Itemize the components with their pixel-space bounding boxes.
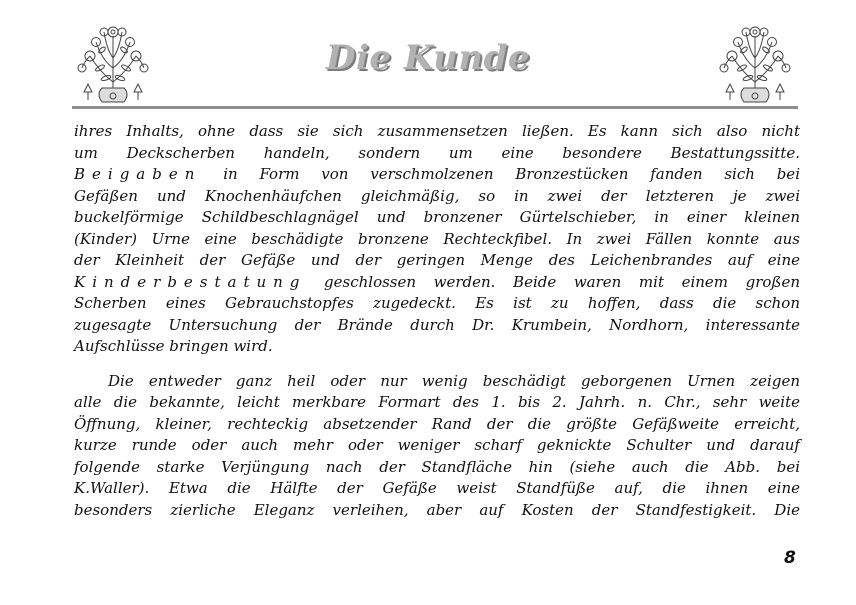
text-line: um Deckscherben handeln, sondern um eine besondere Bestattungssitte. [74, 143, 800, 162]
text-line: K.Waller). Etwa die Hälfte der Gefäße weist Standfüße auf, die ihnen eine [74, 479, 800, 497]
text-line: (Kinder) Urne eine beschädigte bronzene Rechteckfibel. In zwei Fällen konnte aus [74, 229, 800, 248]
text-line: besonders zierliche Eleganz verleihen, aber auf Kosten der Standfestigkeit. Die [74, 500, 800, 519]
text-line: folgende starke Verjüngung nach der Standfläche hin (siehe auch die Abb. bei [74, 457, 800, 476]
spaced-term: Beigaben [74, 165, 202, 183]
text-line: alle die bekannte, leicht merkbare Formart des 1. bis 2. Jahrh. n. Chr., sehr weite [74, 393, 800, 411]
text-line: der Kleinheit der Gefäße und der geringen Menge des Leichenbrandes auf eine [74, 251, 800, 269]
text-line: zugesagte Untersuchung der Brände durch Dr. Krumbein, Nordhorn, interessante [74, 315, 800, 334]
text-line: Öffnung, kleiner, rechteckig absetzender Rand der die größte Gefäßweite erreicht, [74, 414, 800, 433]
text-line: Aufschlüsse bringen wird. [74, 337, 273, 355]
page-title: Die Kunde [325, 38, 531, 78]
header-divider [72, 106, 798, 109]
paragraph-gap [74, 358, 800, 371]
text-line: Die entweder ganz heil oder nur wenig beschädigt geborgenen Urnen zeigen [108, 371, 800, 390]
text-line [74, 164, 800, 186]
text-fragment: geschlossen werden. Beide waren mit einem großen [306, 272, 800, 291]
text-line: kurze runde oder auch mehr oder weniger scharf geknickte Schulter und darauf [74, 436, 800, 454]
text-line: Gefäßen und Knochenhäufchen gleichmäßig, so in zwei der letzteren je zwei [74, 186, 800, 205]
body-text [74, 121, 800, 521]
text-line: Scherben eines Gebrauchstopfes zugedeckt. Es ist zu hoffen, dass die schon [74, 294, 800, 312]
text-fragment: in Form von verschmolzenen Bronzestücken fanden sich bei [201, 165, 800, 183]
text-line: buckelförmige Schildbeschlagnägel und bronzener Gürtelschieber, in einer kleinen [74, 208, 800, 226]
text-line: ihres Inhalts, ohne dass sie sich zusammensetzen ließen. Es kann sich also nicht [74, 122, 800, 140]
spaced-term: Kinderbestatung [74, 272, 307, 291]
page-number: 8 [784, 548, 796, 568]
text-line [74, 272, 800, 294]
